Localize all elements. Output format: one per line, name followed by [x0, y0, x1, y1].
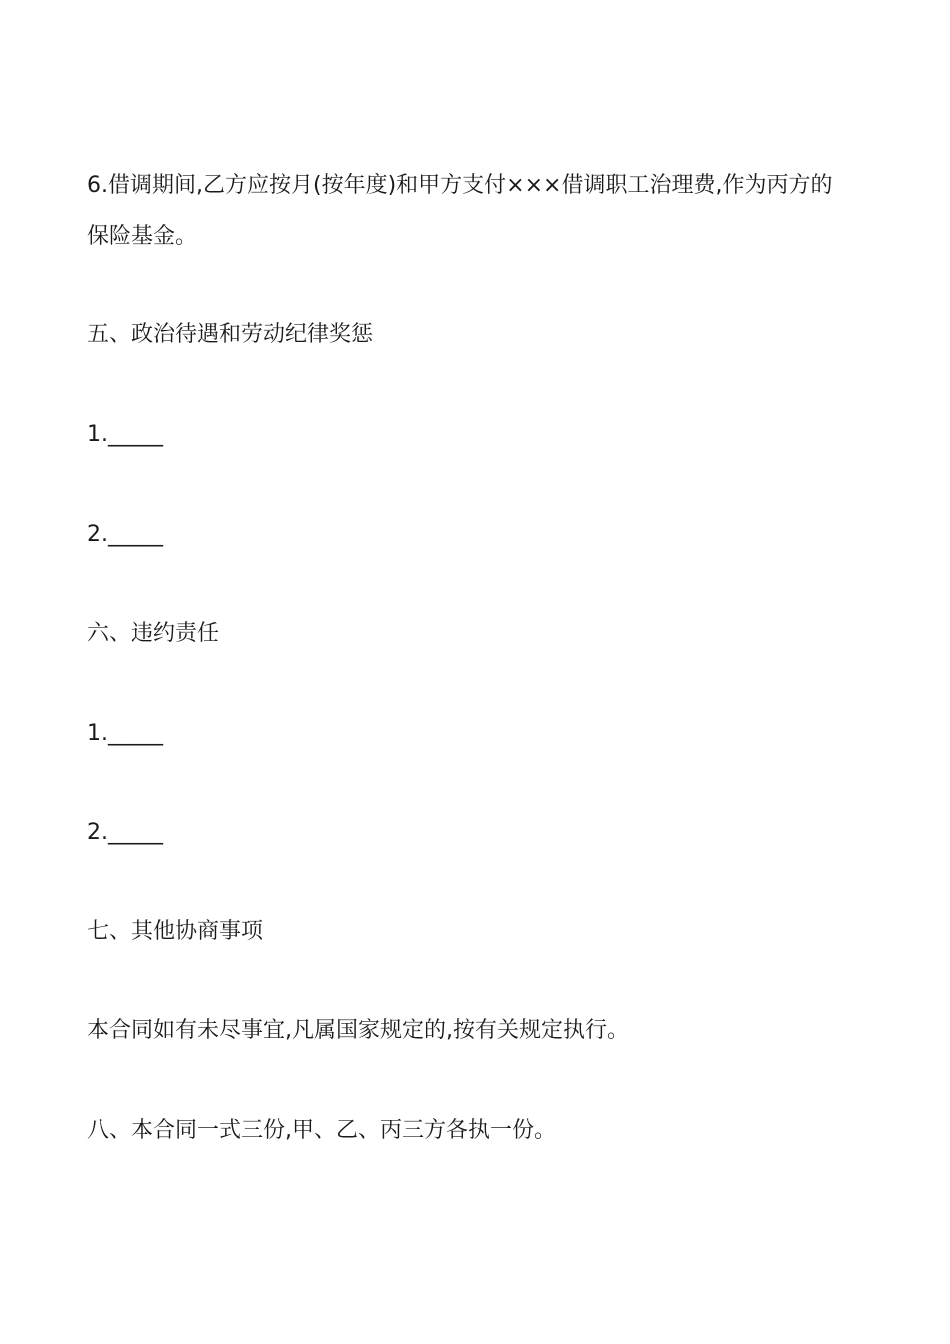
section-6-heading: 六、违约责任 [87, 621, 220, 646]
section-6-item-1: 1._____ [87, 721, 163, 746]
clause-6-line-2: 保险基金。 [87, 224, 198, 249]
section-8-heading: 八、本合同一式三份,甲、乙、丙三方各执一份。 [87, 1118, 556, 1143]
section-5-heading: 五、政治待遇和劳动纪律奖惩 [87, 322, 374, 347]
section-6-item-2: 2._____ [87, 820, 163, 845]
section-5-item-1: 1._____ [87, 422, 163, 447]
section-7-heading: 七、其他协商事项 [87, 919, 264, 944]
clause-6-line-1: 6.借调期间,乙方应按月(按年度)和甲方支付×××借调职工治理费,作为丙方的 [87, 173, 833, 198]
section-5-item-2: 2._____ [87, 522, 163, 547]
section-7-body: 本合同如有未尽事宜,凡属国家规定的,按有关规定执行。 [87, 1018, 629, 1043]
